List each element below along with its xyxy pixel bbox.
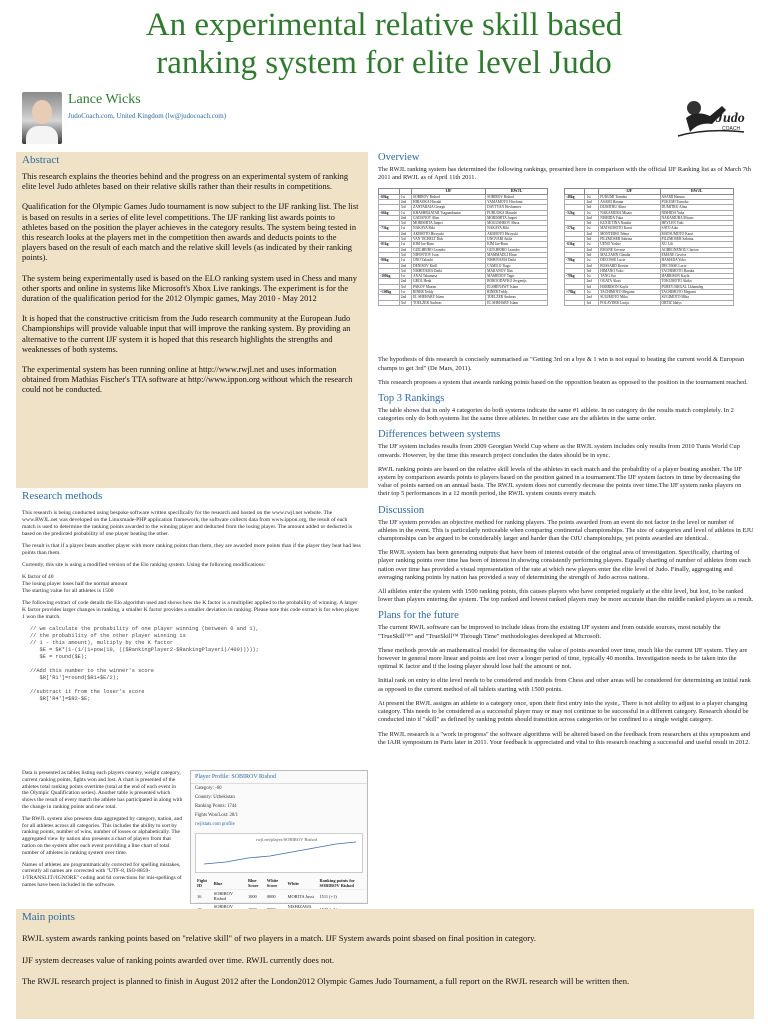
- ranking-cell: FILZMOSER Sabrina: [660, 237, 733, 242]
- title-line-2: ranking system for elite level Judo: [156, 45, 612, 81]
- ranking-cell: UENO Yoshie: [599, 242, 660, 247]
- ranking-cell: KIM Jae-Bum: [486, 242, 548, 247]
- profile-link: rwjlstats.com profile: [195, 822, 235, 827]
- ranking-cell: 3rd: [585, 237, 599, 242]
- ranking-cell: BOSSARD Kerstin: [599, 263, 660, 268]
- profile-fight-cell: SOBIROV Rishod: [212, 890, 246, 903]
- ranking-cell: 3rd: [399, 252, 411, 257]
- profile-column-header: White Score: [265, 877, 286, 890]
- abstract-paragraph: This research explains the theories behind and the progress on an experimental system of ranking elite level Judo athletes based on their relative skills rather than their results in competitions.: [22, 172, 349, 192]
- ranking-cell: 1st: [399, 210, 411, 215]
- profile-fight-row: [195, 890, 365, 903]
- ranking-cell: MOGUSHKOV Musa: [486, 221, 548, 226]
- ranking-cell: NAKAYA Riki: [412, 226, 486, 231]
- poster-title: [0, 6, 768, 82]
- author-affiliation: JudoCoach.com, United Kingdom (lw@judocoach.com): [68, 112, 227, 120]
- ranking-cell: SATO Aiko: [660, 226, 733, 231]
- rm-paragraph: This research is being conducted using bespoke software written specifically for the research and hosted on the www.rwjl.net website. The www.RWJL.net was developed on the Linuxmade-PHP application framework, the software collects data from www.ippon.org, the result of each match is used to determine the ranking points awarded to the winning player and deducted from the losing player. The amount added or deducted is based on the predicted probability of one player beating the other.: [22, 510, 352, 537]
- future-paragraph: The RWJL research is a "work in progress" the software algorithms will be altered based on the feedback from researchers at this symposium and the IAJR symposium in Paris later in 2011. Your feedback is appreciated and vital to this research reaching a successful and useful result in 2012.: [378, 730, 751, 746]
- ranking-cell: -57kg: [565, 226, 585, 231]
- top3-paragraph: The table shows that in only 4 categories do both systems indicate the same #1 athlete. In no category do the results match completely. In 2 categories only do both systems list the same three athletes. In neither case are the athletes in the same order.: [378, 407, 734, 423]
- ranking-cell: +78kg: [565, 290, 585, 295]
- ranking-cell: 3rd: [585, 268, 599, 273]
- ranking-cell: ASAMI Haruna: [660, 194, 733, 199]
- profile-record: Fights Won/Lost: 28/1: [195, 813, 238, 818]
- ranking-cell: KHASHBAATAR Tsagaanbaatar: [412, 210, 486, 215]
- ranking-header-cell: RWJL: [660, 189, 733, 194]
- ranking-cell: -90kg: [379, 258, 400, 263]
- profile-fight-cell: SOBIROV: [212, 903, 246, 916]
- ranking-cell: 2nd: [399, 200, 411, 205]
- main-point: The RWJL research project is planned to finish in August 2012 after the London2012 Olympic Games Judo Tournament, a full report on the RWJL research will be written then.: [22, 976, 630, 986]
- ranking-cell: TACHIMOTO Haruka: [660, 268, 733, 273]
- ranking-cell: CAMILO Tiago: [486, 263, 548, 268]
- ranking-cell: MATSUMOTO Kaori: [660, 231, 733, 236]
- ranking-cell: 3rd: [399, 221, 411, 226]
- main-points-section: [16, 909, 754, 1019]
- main-points-body: [22, 933, 748, 998]
- ranking-cell: -70kg: [565, 258, 585, 263]
- ranking-cell: 1st: [399, 226, 411, 231]
- ranking-cell: SUGIMOTO Mika: [599, 295, 660, 300]
- ranking-cell: TACHIMOTO Megumi: [599, 290, 660, 295]
- main-point: RWJL system awards ranking points based on "relative skill" of two players in a match. IJF System awards point sbased on final position in category.: [22, 933, 537, 943]
- ranking-cell: MATSUMOTO Kaori: [599, 226, 660, 231]
- ranking-cell: GADANOV Alim: [412, 215, 486, 220]
- ranking-cell: FUKUMI Tomoko: [660, 200, 733, 205]
- profile-country: Country: Uzbekistan: [195, 795, 235, 800]
- ranking-cell: RINER Teddy: [486, 290, 548, 295]
- ranking-cell: EL SHEHABY Islam: [412, 295, 486, 300]
- rm-paragraph: The RWJL system also presents data aggregated by category, nation, and for all athletes across all categories. This includes the ability to sort by ranking points, number of wins, number of losses or alphabetically. The aggregated view by nation also presents a chart of players from that nation on the system after each event providing a line chart of total number of athletes in ranking system over time.: [22, 815, 183, 856]
- ranking-cell: -100kg: [379, 274, 400, 279]
- future-paragraph: These methods provide an mathematical model for decreasing the value of points awarded over time, much like the current IJF system. They are however in general more linear and points are lost over a longer period of time, typically 40 months. Investigation needs to be taken into the optimal K factor and if the losing player should lose half the amount or not.: [378, 646, 748, 671]
- discussion-paragraph: The IJF system provides an objective method for ranking players. The points awarded from an event do not factor in the level or number of athletes in the event. This is particularly noticeable when comparing continental championships. The size of categories and level of athletes in EJU championships can be argued to be considerably larger and harder than the OJU championships, yet points awarded are identical.: [378, 518, 754, 543]
- ranking-cell: 1st: [399, 242, 411, 247]
- discussion-paragraph: The RWJL system has been generating outputs that have been of interest outside of the original area of investigation. Specifically, charting of player ranking points over time has been of interest in showing consistently performing players. Equally charting of number of athletes from each nation over time has provided a visual representation of the rate at which new players enter the elite level of Judo. Finally, aggregating and averaging ranking points by nation has provided a way of determining the strength of Judo across nations.: [378, 549, 751, 581]
- ranking-cell: TOKUMOTO Akiko: [660, 279, 733, 284]
- ranking-cell: NISHIDA Yuka: [660, 210, 733, 215]
- ranking-cell: +100kg: [379, 290, 400, 295]
- ranking-comparison-tables: [378, 188, 754, 348]
- ranking-cell: NIFONTOV Ivan: [412, 252, 486, 257]
- ranking-cell: SOBIROV Rishod: [486, 194, 548, 199]
- ranking-cell: FUKUMI Tomoko: [599, 194, 660, 199]
- profile-title: Player Profile: SOBIROV Rishod: [191, 771, 367, 784]
- right-column: [378, 152, 754, 753]
- judocoach-logo: [676, 92, 746, 144]
- profile-fight-cell: MORITA Jussi: [286, 890, 318, 903]
- abstract-heading: Abstract: [22, 154, 60, 166]
- future-paragraph: At present the RWJL assigns an athlete to a category once, upon their first entry into the syste,. There is not ability to adjust to a player changing category. This needs to be considered as a successful player may or may not continue to be successful in a different category. Research should be conducted into if "skill" as defined by ranking points should transition across categories or be confined to a single weight category.: [378, 699, 749, 724]
- ranking-cell: 3rd: [399, 268, 411, 273]
- ranking-cell: 3rd: [585, 205, 599, 210]
- ranking-cell: GROL Henk: [412, 279, 486, 284]
- ranking-cell: KUZIUTINA Natalia: [599, 221, 660, 226]
- ranking-cell: ZANTARAIA Georgii: [412, 205, 486, 210]
- ranking-cell: 1st: [399, 274, 411, 279]
- ranking-table-women: [564, 188, 734, 306]
- overview-paragraph: The RWJL ranking system has determined the following rankings, presented here in comparison with the official IJF Ranking list as of March 7th 2011 and RWJL as of April 11th 2011.: [378, 166, 751, 182]
- ranking-cell: -73kg: [379, 226, 400, 231]
- ranking-cell: DECOSSE Lucie: [599, 258, 660, 263]
- ranking-cell: 3rd: [585, 221, 599, 226]
- ranking-cell: FURUOKA Masashi: [486, 210, 548, 215]
- ranking-cell: 2nd: [585, 295, 599, 300]
- author-photo: [22, 92, 62, 144]
- ranking-cell: HIRAOKA Hiroaki: [412, 200, 486, 205]
- ranking-cell: TOELZER Andreas: [486, 295, 548, 300]
- future-paragraph: Initial rank on entry to elite level needs to be considered and models from Chess and other areas will be considered for determining an initial rank as opposed to the current method of all tablets starting with 1500 points.: [378, 677, 751, 693]
- author-name: Lance Wicks: [68, 92, 141, 107]
- ranking-cell: HARRISON Kayla: [599, 284, 660, 289]
- proposal-paragraph: This research proposes a system that awards ranking points based on the opposition beaten as opposed to the position in the tournament reached.: [378, 378, 748, 386]
- ranking-row: [379, 300, 548, 305]
- ranking-cell: 1st: [585, 274, 599, 279]
- ranking-cell: [379, 300, 400, 305]
- ranking-cell: 2nd: [399, 279, 411, 284]
- research-methods-lower: [22, 770, 368, 908]
- ranking-cell: -78kg: [565, 274, 585, 279]
- ranking-cell: 3rd: [585, 252, 599, 257]
- profile-fight-cell: NISHIZAWA: [286, 903, 318, 916]
- ranking-cell: EMANE Gevrise: [660, 252, 733, 257]
- ranking-cell: YAMAMOTO Hirofumi: [486, 200, 548, 205]
- ranking-cell: 3rd: [399, 284, 411, 289]
- ranking-cell: SOBIROV Rishod: [412, 194, 486, 199]
- ranking-cell: 1st: [585, 290, 599, 295]
- ranking-cell: AKIMOTO Hiroyuki: [412, 231, 486, 236]
- rm-paragraph: The result is that if a player beats another player with more ranking points than them, they are awarded more points than if the player they beat had less points than them.: [22, 543, 361, 556]
- ranking-cell: PUREVJARGAL Lkhamdeg: [660, 284, 733, 289]
- ranking-cell: MAMMADLI Elnur: [486, 252, 548, 257]
- ranking-table-men: [378, 188, 548, 306]
- ranking-cell: MAKANOV Ilias: [486, 268, 548, 273]
- ranking-cell: 2nd: [585, 279, 599, 284]
- ranking-cell: POLAVDER Lucija: [599, 300, 660, 305]
- profile-category: Category: -60: [195, 786, 222, 791]
- ranking-cell: NAKAMURA Misato: [599, 210, 660, 215]
- profile-points: Ranking Points: 1744: [195, 804, 237, 809]
- ranking-cell: 1st: [585, 242, 599, 247]
- abstract-paragraph: The experimental system has been running online at http://www.rwjl.net and uses information obtained from Mathias Fischer's TTA software at http://www.ippon.org without which the research could not be conducted.: [22, 365, 353, 395]
- svg-text:Judo: Judo: [716, 111, 745, 126]
- ranking-cell: UNGVARI Attila: [486, 237, 548, 242]
- ranking-cell: -81kg: [379, 242, 400, 247]
- ranking-cell: SUGIMOTO Mika: [660, 295, 733, 300]
- ranking-cell: 3rd: [399, 205, 411, 210]
- profile-fight-cell: 1511 (+1): [317, 890, 365, 903]
- ranking-cell: -48kg: [565, 194, 585, 199]
- ranking-cell: 1st: [399, 194, 411, 199]
- ranking-cell: 1st: [585, 194, 599, 199]
- research-methods-heading: Research methods: [22, 490, 103, 502]
- ranking-cell: ORTIZ Idalys: [660, 300, 733, 305]
- ranking-header-cell: RWJL: [486, 189, 548, 194]
- ranking-cell: -52kg: [565, 210, 585, 215]
- ranking-cell: HEYLEN Yuki: [660, 221, 733, 226]
- ranking-cell: AKIMOTO Hiroyuki: [486, 231, 548, 236]
- profile-fight-cell: 0000: [265, 890, 286, 903]
- ranking-cell: HIMANO Yoko: [599, 268, 660, 273]
- ranking-cell: TACHIMOTO Megumi: [660, 290, 733, 295]
- ranking-header-cell: IJF: [599, 189, 660, 194]
- rm-mod-loser: The losing player loses half the normal amount: [22, 581, 128, 587]
- research-methods-section: [16, 490, 368, 707]
- ranking-cell: ONO Takashi: [412, 258, 486, 263]
- rm-mod-start: The starting value for all athletes is 1500: [22, 588, 114, 594]
- player-profile-screenshot: [190, 770, 368, 909]
- abstract-body: [22, 172, 362, 406]
- ranking-cell: ANAI Takamasa: [412, 274, 486, 279]
- abstract-paragraph: It is hoped that the constructive criticism from the Judo research community at the European Judo Championships will provide valuable input that will improve the ranking system. By providing an alternative to the current IJF system it is hoped that this research highlights the strengths and weaknesses of both systems.: [22, 314, 351, 354]
- ranking-cell: NAKAYA Riki: [486, 226, 548, 231]
- ranking-cell: BOROODAVKO Jevgenijs: [486, 279, 548, 284]
- rm-modifications: [22, 574, 362, 595]
- ranking-cell: XU Lili: [660, 242, 733, 247]
- ranking-cell: 2nd: [399, 263, 411, 268]
- ranking-cell: 3rd: [399, 300, 411, 305]
- ranking-header-cell: IJF: [412, 189, 486, 194]
- profile-fight-cell: 16: [195, 890, 212, 903]
- ranking-cell: 1st: [399, 258, 411, 263]
- ranking-cell: 2nd: [585, 215, 599, 220]
- ranking-cell: MAMEDOV Tagir: [486, 274, 548, 279]
- differences-paragraph: RWJL ranking points are based on the relative skill levels of the athletes in each match and the probability of a player beating another. The IJF system by comparison awards points to players based on the position gained in a tournament.The IJF system factors in time by decreasing the value of points earned on an annual basis. The RWJL system does not currently decrease the points over time.The IJF system ranks players on their top 5 performances in a 12 month period, the RWJL system counts every match.: [378, 465, 743, 498]
- ranking-row: [565, 300, 734, 305]
- ranking-cell: KIM Jae-Bum: [412, 242, 486, 247]
- ranking-cell: 3rd: [585, 300, 599, 305]
- profile-column-header: Blue Score: [246, 877, 265, 890]
- ranking-cell: 1st: [585, 226, 599, 231]
- ranking-cell: NISHIYAMA Daiki: [486, 258, 548, 263]
- ranking-cell: 2nd: [585, 231, 599, 236]
- ranking-cell: VAN TICHELT Dirk: [412, 237, 486, 242]
- ranking-cell: 3rd: [585, 284, 599, 289]
- ranking-cell: 3rd: [399, 237, 411, 242]
- ranking-cell: 2nd: [399, 215, 411, 220]
- ranking-cell: OGATA Akari: [599, 279, 660, 284]
- profile-column-header: Fight ID: [195, 877, 212, 890]
- ranking-cell: EMANE Gevrise: [599, 247, 660, 252]
- ranking-cell: 2nd: [399, 247, 411, 252]
- future-heading: Plans for the future: [378, 610, 459, 622]
- overview-heading: Overview: [378, 152, 420, 163]
- elo-code-extract: // we calculate the probability of one player winning (between 0 and 1), // the probability of the other player winning is // 1 - this amount), multiply by the K factor $E = $K*(1-(1/(1+pow(10, (($RankingPlayer2-$RankingPlayer1)/400))))); $E = round($E); //Add this number to the winner's score $R['R1']=round($R1+$E/2); //subtract it from the loser's score $R['R4']=$R2-$E;: [30, 626, 259, 702]
- profile-column-header: Ranking points for SOBIROV Rishod: [317, 877, 365, 890]
- discussion-paragraph: All athletes enter the system with 1500 ranking points, this causes players who have competed regularly at the elite level, but lost, to be ranked lower than players entering the system. The top ranked and lowest ranked players may be more accurate than the middle ranked players as a result.: [378, 588, 754, 604]
- ranking-cell: 1st: [585, 258, 599, 263]
- ranking-cell: TANG Sui: [599, 274, 660, 279]
- abstract-paragraph: The system being experimentally used is based on the ELO ranking system used in Chess and many other sports and online in systems like Microsoft's Xbox Live rankings. The experiment is for the duration of the qualification period for the 2012 Olympic games, May 2010 - May 2012: [22, 273, 357, 304]
- ranking-cell: EL SHEHABY Islam: [486, 300, 548, 305]
- differences-paragraph: The IJF system includes results from 2009 Georgian World Cup where as the RWJL system includes only results from 2010 Tunis World Cup onwards. However, by the time this research project concludes the dates should be in sync.: [378, 443, 740, 459]
- ranking-cell: 2nd: [399, 231, 411, 236]
- ranking-cell: PAKOV Maxim: [412, 284, 486, 289]
- abstract-section: [16, 152, 368, 488]
- main-point: IJF system decreases value of ranking points awarded over time. RWJL currently does not.: [22, 954, 335, 965]
- ranking-cell: HARRISON Kayla: [660, 274, 733, 279]
- ranking-cell: 2nd: [585, 200, 599, 205]
- ranking-cell: DECOSSE Lucie: [660, 263, 733, 268]
- profile-column-header: Blue: [212, 877, 246, 890]
- title-line-1: An experimental relative skill based: [145, 7, 623, 43]
- rm-paragraph: Names of athletes are programmatically corrected for spelling mistakes, currently all names are corrected with "UTF-8, ISO-8859-1/TRANSLIT//IGNORE" coding and 64 corrections for mis-spellings of names have been included in the software.: [22, 861, 182, 888]
- ranking-cell: [565, 300, 585, 305]
- rm-paragraph: Currently, this site is using a modified version of the Elo ranking system. Using the following modifications:: [22, 562, 266, 568]
- profile-column-header: White: [286, 877, 318, 890]
- rm-mod-k: K factor of 40: [22, 574, 54, 580]
- ranking-cell: NAKAMURA Misato: [660, 215, 733, 220]
- differences-heading: Differences between systems: [378, 429, 501, 441]
- ranking-cell: DAVTYAN Hovhannes: [486, 205, 548, 210]
- ranking-cell: HAMADA Yoko: [660, 258, 733, 263]
- ranking-cell: RINER Teddy: [412, 290, 486, 295]
- hypothesis-paragraph: The hypothesis of this research is concisely summarised as "Getting 3rd on a bye & 1 win is not equal to beating the current world & European champs to get 3rd" (De Mars, 2011).: [378, 356, 745, 372]
- rm-lower-text: [22, 770, 184, 894]
- ranking-cell: MONTEIRO Telma: [599, 231, 660, 236]
- author-block: [22, 92, 746, 150]
- ranking-cell: 2nd: [399, 295, 411, 300]
- discussion-heading: Discussion: [378, 504, 425, 516]
- ranking-cell: DUMITRU Alina: [660, 205, 733, 210]
- ranking-cell: GUILHEIRO Leandro: [486, 247, 548, 252]
- ranking-cell: 2nd: [585, 247, 599, 252]
- main-points-heading: Main points: [22, 911, 75, 923]
- ranking-cell: AGBEGNENOU Clarisse: [660, 247, 733, 252]
- abstract-paragraph: Qualification for the Olympic Games Judo tournament is now subject to the IJF ranking list. The list is based on results in a series of elite level competitions. The IJF ranking list awards points to athletes based on the position the player achieves in the category results. The system being tested in this research looks at the players met in the competition then awards and deducts points to the players based on the result of each match and the relative skill levels (as indicated by their ranking points).: [22, 202, 359, 263]
- ranking-cell: MORISHITA Junpei: [486, 215, 548, 220]
- profile-points-chart: [195, 833, 363, 873]
- future-paragraph: The current RWJL software can be improved to include ideas from the existing IJF system and from outside sources, most notably the "TrueSkill™" and "TrueSkill™ Through Time" methodologies developed at Microsoft.: [378, 624, 721, 640]
- ranking-cell: DUMITRU Alina: [599, 205, 660, 210]
- ranking-cell: 2nd: [585, 263, 599, 268]
- ranking-cell: 1st: [585, 210, 599, 215]
- ranking-cell: -60kg: [379, 194, 400, 199]
- ranking-cell: -66kg: [379, 210, 400, 215]
- ranking-cell: NISHIDA Yuka: [599, 215, 660, 220]
- ranking-cell: FILZMOSER Sabrina: [599, 237, 660, 242]
- ranking-cell: TOELZER Andreas: [412, 300, 486, 305]
- rm-paragraph: Data is presented as tables listing each players country, weight category, current ranking points, fights won and lost. A chart is presented of the athletes total ranking points overtime (total at the end of each event in the Olympic Qualification series). Another table is presented which shows the result of every match the athlete has participated in along with the change in ranking points and new total.: [22, 770, 183, 810]
- ranking-cell: NISHIYAMA Daiki: [412, 268, 486, 273]
- ranking-cell: ELSHENAWY Islam: [486, 284, 548, 289]
- ranking-cell: MORISHITA Junpei: [412, 221, 486, 226]
- research-methods-body: [22, 510, 362, 703]
- rm-paragraph: The following extract of code details the Elo algorithm used and shows how the K factor is a multiplier applied to the probability of winning. A larger K factor provides larger changes in ranking, a smaller K factor provides a smaller deviation in ranking. Please note this code extract is for when player 1 won the match.: [22, 600, 360, 620]
- ranking-cell: 1st: [399, 290, 411, 295]
- top3-heading: Top 3 Rankings: [378, 393, 445, 405]
- profile-chart-title: rwjl.net/player/SOBIROV Rishod: [256, 837, 318, 842]
- ranking-cell: MALZAHN Claudia: [599, 252, 660, 257]
- ranking-cell: ASAMI Haruna: [599, 200, 660, 205]
- ranking-cell: -63kg: [565, 242, 585, 247]
- svg-text:COACH: COACH: [722, 126, 741, 132]
- ranking-cell: GUILHEIRO Leandro: [412, 247, 486, 252]
- ranking-cell: DENISOV Kirill: [412, 263, 486, 268]
- profile-fight-cell: 1000: [246, 890, 265, 903]
